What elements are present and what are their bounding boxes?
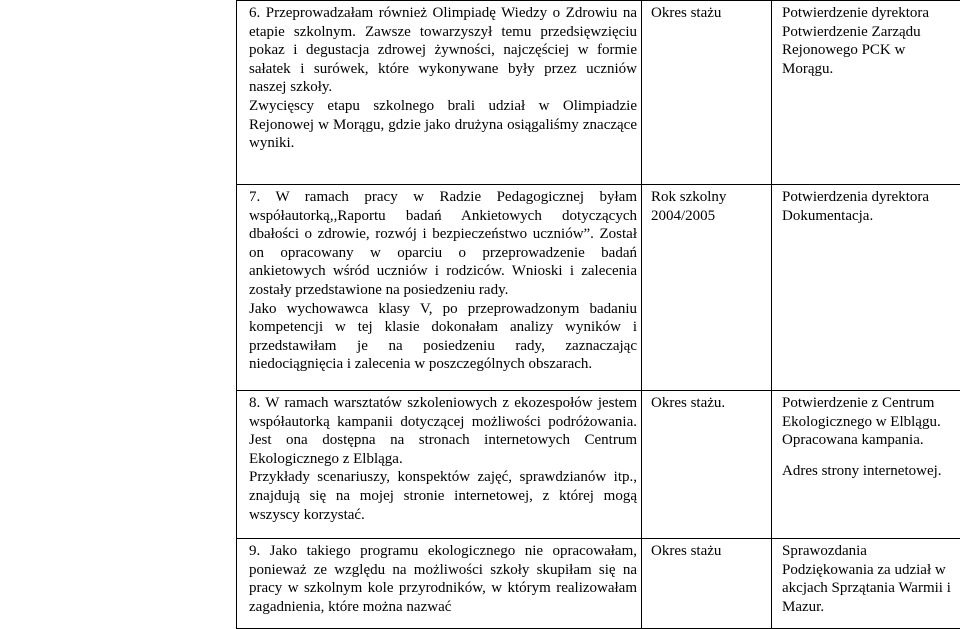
evidence-text: Sprawozdania [782,542,956,561]
evidence-text: Potwierdzenie dyrektora [782,4,956,23]
description-cell [237,391,642,539]
evidence-text: Potwierdzenie z Centrum Ekologicznego w Elblągu. [782,394,956,431]
paragraph: Jako wychowawca klasy V, po przeprowadzonym badaniu kompetencji w tej klasie dokonałam analizy wyników i przedstawiłam je na posiedzeniu rady, zaznaczając niedociągnięcia i zalecenia w poszczególnych obszarach. [249,300,637,374]
evidence-text: Podziękowania za udział w akcjach Sprzątania Warmii i Mazur. [782,561,956,617]
evidence-text: Opracowana kampania. [782,431,956,450]
period-cell [642,185,772,391]
evidence-text: Adres strony internetowej. [782,462,956,481]
evidence-cell [772,185,960,391]
evidence-text: Potwierdzenie Zarządu Rejonowego PCK w Morągu. [782,23,956,79]
period-cell [642,539,772,629]
description-cell [237,185,642,391]
table-row [237,1,960,185]
table-row [237,185,960,391]
evidence-cell [772,539,960,629]
description-cell [237,539,642,629]
period-text: Okres stażu. [651,394,767,413]
period-text: Rok szkolny 2004/2005 [651,188,743,225]
paragraph: Zwycięscy etapu szkolnego brali udział w Olimpiadzie Rejonowej w Morągu, gdzie jako drużyna osiągaliśmy znaczące wyniki. [249,97,637,153]
paragraph: 9. Jako takiego programu ekologicznego nie opracowałam, ponieważ ze względu na możliwości szkoły skupiłam się na pracy w szkolnym kole przyrodników, w którym realizowałam zagadnienia, które można nazwać [249,542,637,616]
period-cell [642,1,772,185]
paragraph: Przykłady scenariuszy, konspektów zajęć, sprawdzianów itp., znajdują się na mojej stronie internetowej, z której mogą wszyscy korzystać. [249,468,637,524]
period-cell [642,391,772,539]
evidence-cell [772,1,960,185]
document-table [236,0,960,629]
description-cell [237,1,642,185]
paragraph: 7. W ramach pracy w Radzie Pedagogicznej byłam współautorką,,Raportu badań Ankietowych dotyczących dbałości o zdrowie, rozwój i bezpieczeństwo uczniów”. Został on opracowany w oparciu o przeprowadzenie badań ankietowych wśród uczniów i rodziców. Wnioski i zalecenia zostały przedstawione na posiedzeniu rady. [249,188,637,300]
paragraph: 6. Przeprowadzałam również Olimpiadę Wiedzy o Zdrowiu na etapie szkolnym. Zawsze towarzyszył temu przedsięwzięciu pokaz i degustacja zdrowej żywności, najczęściej w formie sałatek i surówek, które wykonywane były przez uczniów naszej szkoły. [249,4,637,97]
table-row [237,391,960,539]
evidence-cell [772,391,960,539]
evidence-text: Potwierdzenia dyrektora [782,188,956,207]
evidence-text: Dokumentacja. [782,207,956,226]
period-text: Okres stażu [651,542,767,561]
paragraph: 8. W ramach warsztatów szkoleniowych z ekozespołów jestem współautorką kampanii dotyczącej możliwości podróżowania. Jest ona dostępna na stronach internetowych Centrum Ekologicznego z Elbląga. [249,394,637,468]
period-text: Okres stażu [651,4,767,23]
table-row [237,539,960,629]
